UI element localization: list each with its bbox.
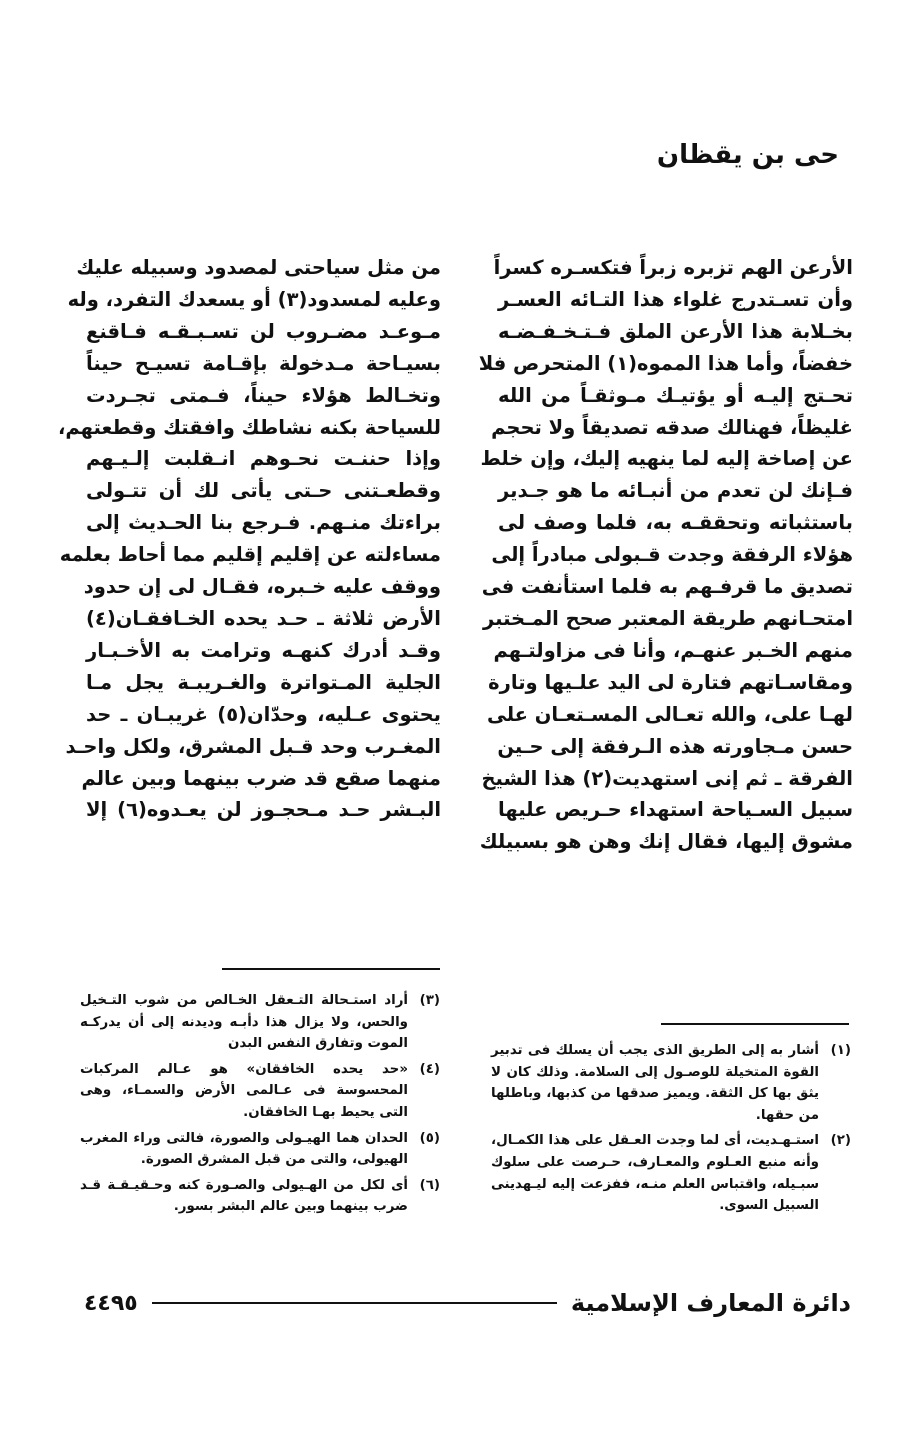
footnote-text: أشار به إلى الطريق الذى يجب أن يسلك فى تدبير القوة المتخيلة للوصـول إلى السلامة. وذلك كان لا يثق بها كل الثقة. ويميز صدقها من كذبها، وباطلها من حقها.: [491, 1043, 819, 1123]
footnote-number: (١): [830, 1043, 851, 1058]
text-line: هؤلاء الرفقة وجدت قـبولى مبادراً إلى: [491, 543, 853, 567]
footnote-number: (٤): [419, 1061, 440, 1077]
running-head: حى بن يقظان: [656, 140, 839, 170]
footnote-number: (٢): [830, 1133, 851, 1149]
footnote-number: (٣): [419, 993, 440, 1008]
text-line: ووقف عليه خـبره، فقـال لى إن حدود: [83, 575, 441, 599]
footnote: [80, 1175, 440, 1218]
text-line: باستثباته وتحققـه به، فلما وصف لى: [498, 511, 853, 535]
text-line: بسيـاحة مـدخولة بإقـامة تسيـح حيناً: [86, 351, 441, 375]
footnote: [491, 1130, 851, 1216]
text-line: عن إصاخة إليه لما ينهيه إليك، وإن خلط: [480, 447, 853, 471]
text-line: المغـرب وحد قـبل المشرق، ولكل واحـد: [65, 734, 441, 758]
footnote-text: «حد يحده الخافقان» هو عـالم المركبات المحسوسة فى عـالمى الأرض والسمـاء، وهى التى يحيط بهـا الخافقان.: [80, 1061, 408, 1120]
footnote-text: أراد استـحالة التـعقل الخـالص من شوب التـخيل والحس، ولا يزال هذا دأبـه وديدنه إلى أن يدركـه الموت وتفارق النفس البدن: [80, 993, 408, 1052]
text-line: منهم الخـبر عنهـم، وأنا فى مزاولتـهم: [493, 638, 853, 662]
footnote-text: أى لكل من الهـيولى والصـورة كنه وحـقيـقـة قـد ضرب بينهما وبين عالم البشر بسور.: [80, 1177, 408, 1215]
main-text-left-column: [57, 252, 442, 826]
text-line: سبيل السـياحة استهداء حـريص عليها: [498, 798, 853, 822]
text-line: وقطعـتنى حـتى يأتى لك أن تتـولى: [86, 479, 441, 503]
text-line: البـشر حـد مـحجـوز لن يعـدوه(٦) إلا: [86, 798, 441, 822]
footnote-divider: [222, 968, 440, 970]
footnote-text: الحدان هما الهيـولى والصورة، فالتى وراء المغرب الهيولى، والتى من قبل المشرق الصورة.: [80, 1130, 408, 1168]
text-line: وعليه لمسدود(٣) أو يسعدك التفرد، وله: [67, 287, 441, 311]
text-line: منهما صقع قد ضرب بينهما وبين عالم: [81, 766, 441, 790]
text-line: تحـتج إليـه أو يؤتيـك مـوثقـاً من الله: [498, 383, 853, 407]
text-line: خفضاً، وأما هذا المموه(١) المتحرص فلا: [478, 351, 853, 375]
main-text-right-column: [478, 252, 853, 858]
text-line: مشوق إليها، فقال إنك وهن هو بسبيلك: [479, 830, 853, 854]
text-line: الأرض ثلاثة ـ حـد يحده الخـافقـان(٤): [86, 606, 441, 630]
footnote-text: استـهـديت، أى لما وجدت العـقل على هذا الكمـال، وأنه منبع العـلوم والمعـارف، حـرصت على سلوك سبـيله، واقتباس العلم منـه، ففزعت إليه ليـهدينى السبيل السوى.: [491, 1133, 819, 1214]
text-line: الفرقة ـ ثم إنى استهديت(٢) هذا الشيخ: [481, 766, 853, 790]
footnotes-left: [80, 990, 440, 1222]
text-line: للسياحة بكنه نشاطك وافقتك وقطعتهم،: [57, 415, 441, 439]
text-line: وإذا حننـت نحـوهم انـقلبت إلـيـهم: [86, 447, 441, 471]
footnote-number: (٦): [419, 1177, 440, 1193]
text-line: مـوعـد مضـروب لن تسـبـقـه فـاقنع: [86, 319, 441, 343]
footnote: [491, 1040, 851, 1126]
text-line: فـإنك لن تعدم من أنبـائه ما هو جـدير: [498, 479, 853, 503]
text-line: ومقاسـاتهم فتارة لى اليد علـيها وتارة: [488, 670, 853, 694]
text-line: تصديق ما قرفـهم به فلما استأنفت فى: [481, 575, 853, 599]
footnote: [80, 990, 440, 1055]
footnote: [80, 1128, 440, 1171]
text-line: وقـد أدرك كنهـه وترامت به الأخـبـار: [86, 638, 441, 662]
page-footer: [84, 1288, 851, 1318]
footnote-number: (٥): [419, 1130, 440, 1146]
page-number: ٤٤٩٥: [84, 1290, 138, 1316]
text-line: من مثل سياحتى لمصدود وسبيله عليك: [76, 256, 441, 279]
footer-rule: [152, 1302, 557, 1304]
text-line: الأرعن الهم تزبره زبراً فتكسـره كسراً: [493, 256, 853, 279]
text-line: امتحـانهم طريقة المعتبر صحح المـختبر: [482, 606, 853, 630]
footnotes-right: [491, 1040, 851, 1221]
text-line: حسن مـجاورته هذه الـرفقة إلى حـين: [497, 734, 853, 758]
text-line: بخـلابة هذا الأرعن الملق فـتـخـفـضـه: [498, 319, 853, 343]
text-line: مساءلته عن إقليم إقليم مما أحاط بعلمه: [59, 543, 441, 567]
text-line: براءتك منـهم. فـرجع بنا الحـديث إلى: [86, 511, 441, 535]
text-line: يحتوى عـليه، وحدّان(٥) غريبـان ـ حد: [86, 702, 442, 726]
text-line: لهـا على، والله تعـالى المسـتعـان على: [486, 702, 853, 726]
text-line: الجلية المـتواترة والغـريبـة يجل مـا: [86, 670, 441, 694]
text-line: وتخـالط هؤلاء حيناً، فـمتى تجـردت: [86, 383, 441, 407]
text-line: غليظاً، فهنالك صدقه تصديقاً ولا تحجم: [491, 415, 853, 439]
footnote: [80, 1059, 440, 1124]
footnote-divider: [661, 1023, 849, 1025]
text-line: وأن تسـتدرج غلواء هذا التـائه العسـر: [498, 287, 853, 311]
encyclopedia-title: دائرة المعارف الإسلامية: [570, 1289, 851, 1317]
